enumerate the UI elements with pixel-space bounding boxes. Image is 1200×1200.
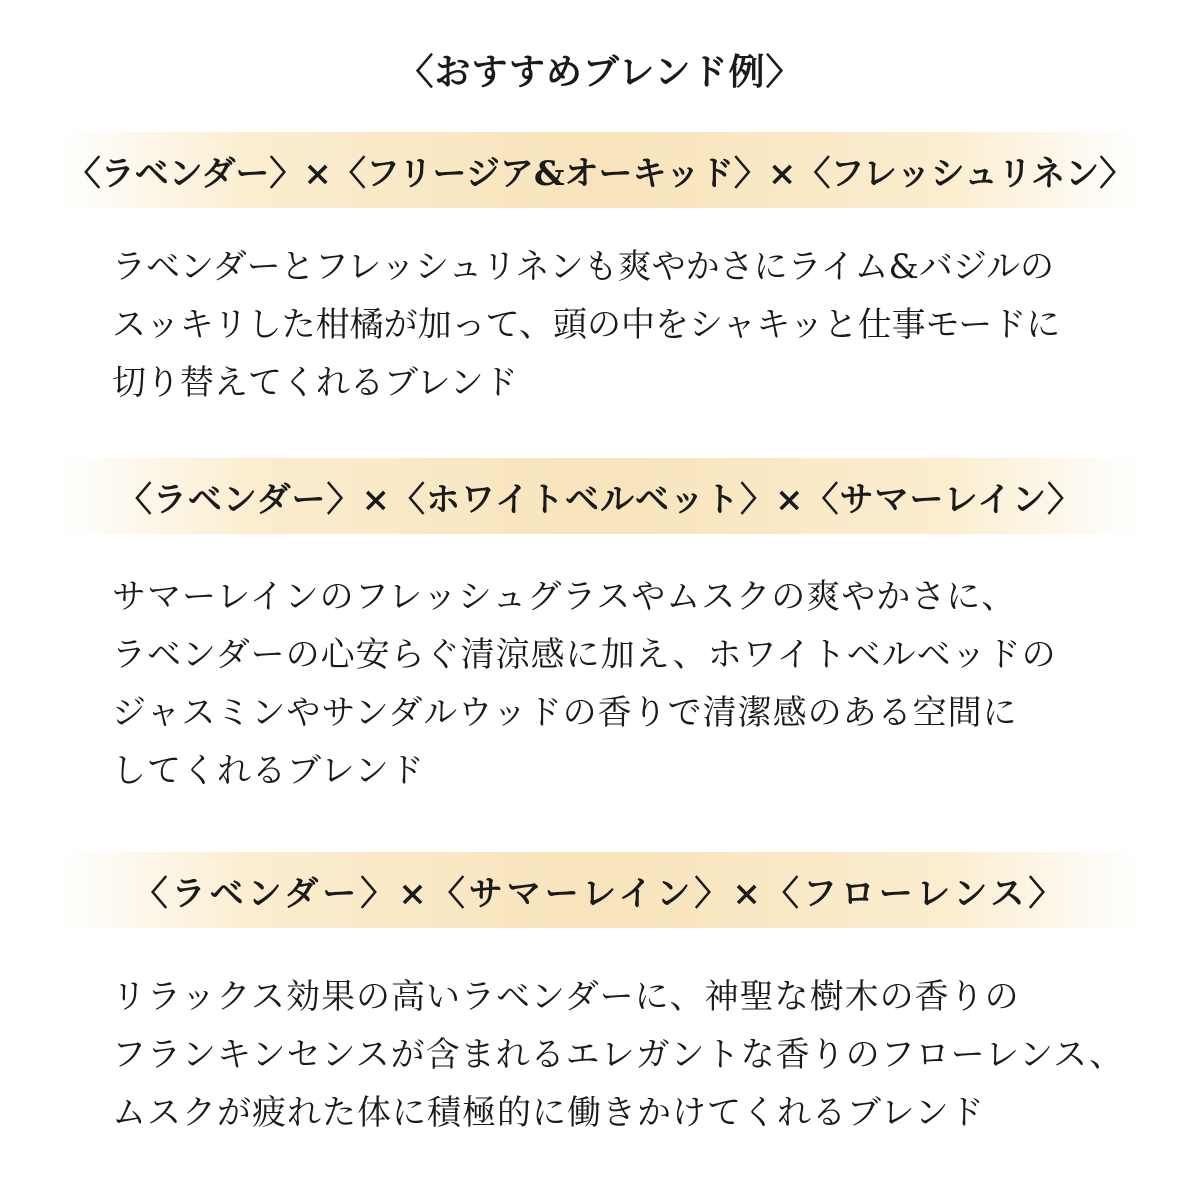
description-line: ラベンダーとフレッシュリネンも爽やかさにライム&バジルの — [112, 247, 1054, 287]
blend-1-combination: 〈ラベンダー〉×〈フリージア&オーキッド〉×〈フレッシュリネン〉 — [66, 153, 1134, 194]
blend-3-header — [60, 852, 1140, 928]
description-line: フランキンセンスが含まれるエレガントな香りのフローレンス、 — [112, 1035, 1125, 1075]
description-line: 切り替えてくれるブレンド — [112, 363, 518, 403]
description-line: サマーレインのフレッシュグラスやムスクの爽やかさに、 — [112, 577, 1017, 617]
blend-3-combination: 〈ラベンダー〉×〈サマーレイン〉×〈フローレンス〉 — [133, 873, 1067, 914]
description-line: ジャスミンやサンダルウッドの香りで清潔感のある空間に — [112, 693, 1018, 733]
blend-2-header — [60, 458, 1140, 534]
description-line: スッキリした柑橘が加って、頭の中をシャキッと仕事モードに — [112, 305, 1061, 345]
description-line: ラベンダーの心安らぐ清涼感に加え、ホワイトベルベッドの — [112, 635, 1057, 675]
description-line: リラックス効果の高いラベンダーに、神聖な樹木の香りの — [112, 977, 1020, 1017]
description-line: ムスクが疲れた体に積極的に働きかけてくれるブレンド — [112, 1093, 985, 1133]
blend-1-header — [60, 132, 1140, 208]
blend-3-description — [112, 968, 1125, 1142]
page-title: 〈おすすめブレンド例〉 — [397, 51, 803, 93]
description-line: してくれるブレンド — [112, 751, 425, 791]
blend-2-combination: 〈ラベンダー〉×〈ホワイトベルベット〉×〈サマーレイン〉 — [117, 479, 1083, 520]
blend-2-description — [112, 568, 1102, 800]
blend-1-description — [112, 238, 1102, 412]
